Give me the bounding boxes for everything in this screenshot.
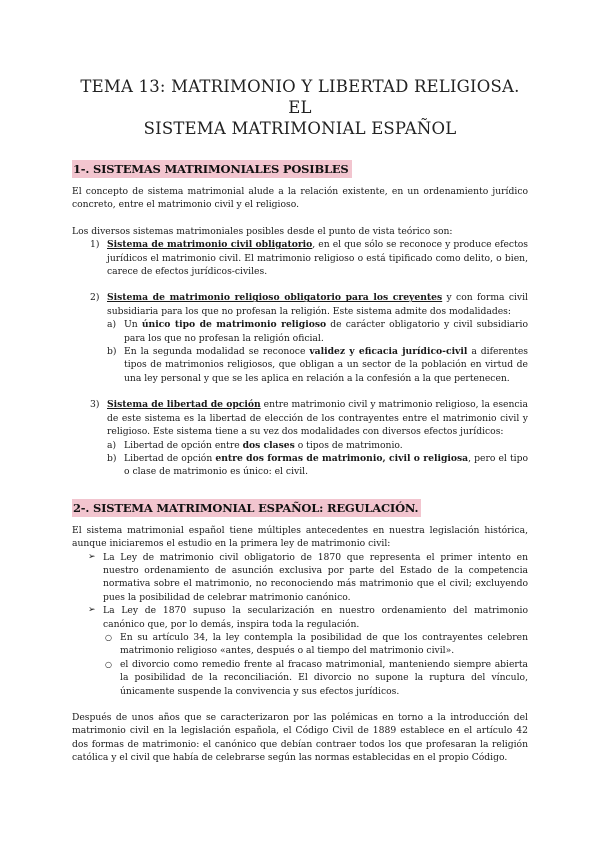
sub-bullet-text: En su artículo 34, la ley contempla la posibilidad de que los contrayentes celebren matrimonio religioso «antes, después o al tiempo del matrimonio civil». <box>120 631 528 657</box>
system-term: Sistema de matrimonio religioso obligatorio para los creyentes <box>107 292 443 304</box>
sub-bullets <box>103 631 528 698</box>
sub-bullet-item <box>103 631 528 658</box>
system-description: y con forma civil subsidiaria para los que no profesan la religión. Este sistema admite dos modalidades: <box>107 292 528 317</box>
section-1-lead: Los diversos sistemas matrimoniales posibles desde el punto de vista teórico son: <box>72 225 453 237</box>
modality-text: En la segunda modalidad se reconoce <box>124 346 310 358</box>
history-bullets <box>72 551 528 698</box>
section-1-heading: 1-. SISTEMAS MATRIMONIALES POSIBLES <box>72 160 352 178</box>
modality-emphasis: validez y eficacia jurídico-civil <box>309 346 468 358</box>
title-line-1: TEMA 13: MATRIMONIO Y LIBERTAD RELIGIOSA. EL <box>80 77 520 117</box>
section-1-intro: El concepto de sistema matrimonial alude a la relación existente, en un ordenamiento jurídico concreto, entre el matrimonio civil y el religioso. <box>72 186 528 211</box>
item-number: 3) <box>90 399 100 411</box>
document-title <box>72 0 528 139</box>
bullet-text: La Ley de 1870 supuso la secularización en nuestro ordenamiento del matrimonio canónico que, por lo demás, inspira toda la regulación. <box>103 605 528 630</box>
system-description: , en el que sólo se reconoce y produce efectos jurídicos el matrimonio civil. El matrimonio religioso o está tipificado como delito, o bien, carece de efectos jurídicos-civiles. <box>107 239 529 278</box>
item-number: 1) <box>90 239 100 251</box>
arrow-bullet-icon: ➢ <box>88 551 96 562</box>
modality-text: Libertad de opción entre <box>124 439 243 451</box>
item-letter: b) <box>107 346 117 358</box>
item-letter: a) <box>107 319 117 331</box>
modality-emphasis: dos clases <box>242 439 295 451</box>
modalities-list <box>107 439 528 479</box>
modality-item <box>107 452 528 479</box>
modalities-list <box>107 318 528 385</box>
modality-item <box>107 318 528 345</box>
modality-text: Libertad de opción <box>124 452 216 464</box>
bullet-item <box>72 551 528 605</box>
modality-emphasis: entre dos formas de matrimonio, civil o religiosa <box>215 452 469 464</box>
section-2-intro: El sistema matrimonial español tiene múltiples antecedentes en nuestra legislación histórica, aunque iniciaremos el estudio en la primera ley de matrimonio civil: <box>72 524 528 550</box>
section-2-heading: 2-. SISTEMA MATRIMONIAL ESPAÑOL: REGULACIÓN. <box>72 499 421 517</box>
system-description: entre matrimonio civil y matrimonio religioso, la esencia de este sistema es la libertad de elección de los contrayentes entre el matrimonio civil y religioso. Este sistema tiene a su vez dos modalidades con diversos efectos jurídicos: <box>107 399 528 438</box>
modality-item <box>107 345 528 385</box>
circle-bullet-icon: ○ <box>105 659 112 669</box>
item-letter: b) <box>107 452 117 464</box>
bullet-text: La Ley de matrimonio civil obligatorio de 1870 que representa el primer intento en nuestro ordenamiento de asunción exclusiva por parte del Estado de la competencia normativa sobre el matrimonio, no reconociendo más matrimonio que el civil; excluyendo pues la posibilidad de celebrar matrimonio canónico. <box>103 551 528 603</box>
modality-text: , pero el tipo o clase de matrimonio es único: el civil. <box>124 452 529 478</box>
modality-text: Un <box>124 319 142 331</box>
modality-text: de carácter obligatorio y civil subsidiario para los que no profesan la religión oficial. <box>124 319 528 344</box>
system-item-1 <box>72 238 528 278</box>
item-letter: a) <box>107 439 117 451</box>
bullet-item <box>72 604 528 698</box>
section-2-closing: Después de unos años que se caracterizaron por las polémicas en torno a la introducción del matrimonio civil en la legislación española, el Código Civil de 1889 establece en el artículo 42 dos formas de matrimonio: el canónico que debían contraer todos los que profesaran la religión católica y el civil que había de celebrarse según las normas establecidas en el propio Código. <box>72 712 528 764</box>
modality-text: a diferentes tipos de matrimonios religiosos, que obligan a un sector de la población en virtud de una ley personal y que se les aplica en relación a la confesión a la que pertenecen. <box>124 346 528 384</box>
sub-bullet-text: el divorcio como remedio frente al fracaso matrimonial, manteniendo siempre abierta la posibilidad de la reconciliación. El divorcio no supone la ruptura del vínculo, únicamente suspende la convivencia y sus efectos jurídicos. <box>120 658 528 697</box>
modality-item <box>107 439 528 452</box>
sub-bullet-item <box>103 658 528 698</box>
system-item-3 <box>72 398 528 478</box>
item-number: 2) <box>90 292 100 304</box>
modality-text: o tipos de matrimonio. <box>294 439 403 451</box>
systems-list <box>72 238 528 479</box>
circle-bullet-icon: ○ <box>105 632 112 642</box>
title-line-2: SISTEMA MATRIMONIAL ESPAÑOL <box>143 119 457 138</box>
arrow-bullet-icon: ➢ <box>88 605 96 616</box>
system-term: Sistema de matrimonio civil obligatorio <box>107 239 313 251</box>
modality-emphasis: único tipo de matrimonio religioso <box>141 319 327 331</box>
system-term: Sistema de libertad de opción <box>107 399 261 411</box>
system-item-2 <box>72 291 528 385</box>
